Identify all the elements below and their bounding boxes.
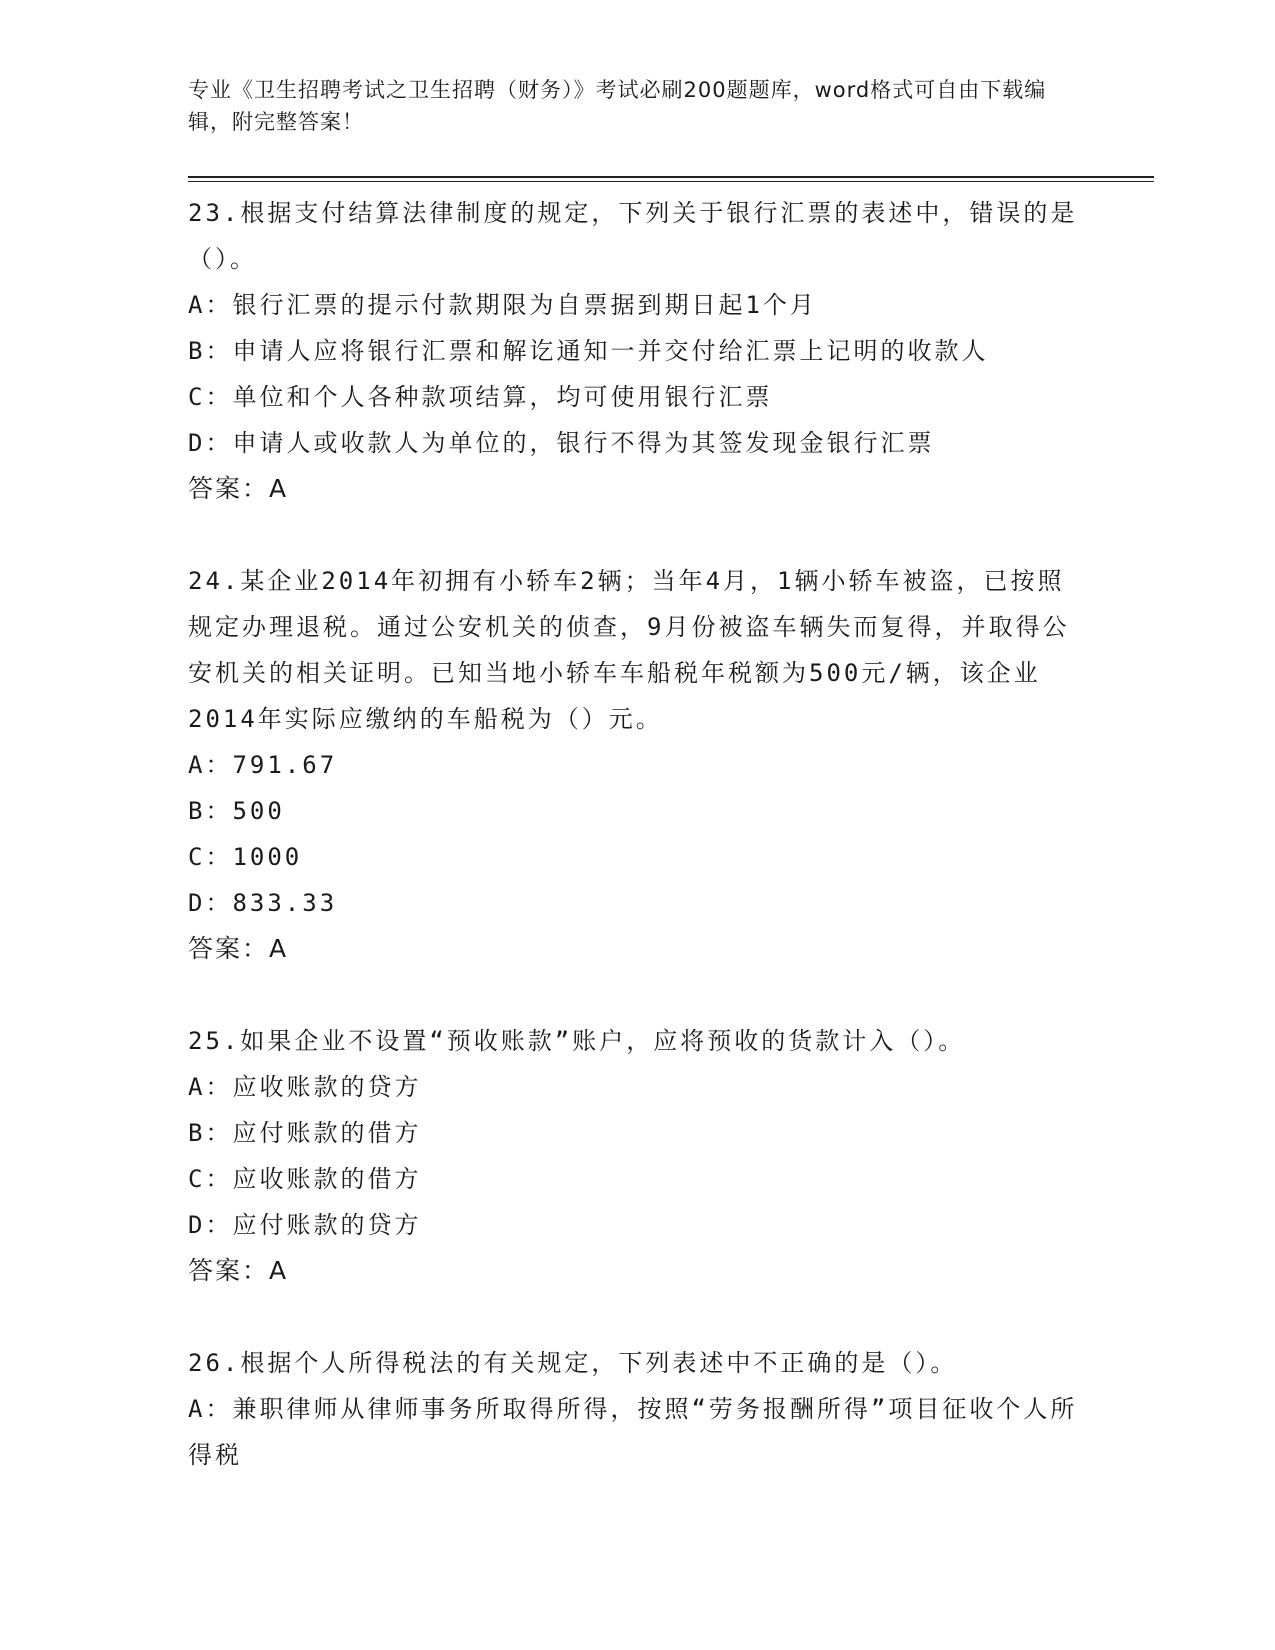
option-c: C：1000 xyxy=(188,843,303,871)
option-a: A：791.67 xyxy=(188,751,338,779)
option-a: A：兼职律师从律师事务所取得所得，按照“劳务报酬所得”项目征收个人所得税 xyxy=(188,1395,1078,1469)
question-24 xyxy=(188,558,1088,972)
header-rule-thin xyxy=(188,181,1154,182)
question-stem: 24.某企业2014年初拥有小轿车2辆；当年4月，1辆小轿车被盗，已按照规定办理退税。通过公安机关的侦查，9月份被盗车辆失而复得，并取得公安机关的相关证明。已知当地小轿车车船税年税额为500元/辆，该企业2014年实际应缴纳的车船税为（）元。 xyxy=(188,567,1070,733)
option-c: C：应收账款的借方 xyxy=(188,1165,422,1193)
question-23 xyxy=(188,190,1088,512)
option-d: D：申请人或收款人为单位的，银行不得为其签发现金银行汇票 xyxy=(188,429,935,457)
question-26 xyxy=(188,1340,1088,1478)
answer-label: 答案：A xyxy=(188,934,289,963)
question-stem: 25.如果企业不设置“预收账款”账户，应将预收的货款计入（）。 xyxy=(188,1027,966,1055)
option-b: B：应付账款的借方 xyxy=(188,1119,422,1147)
option-b: B：500 xyxy=(188,797,285,825)
option-d: D：应付账款的贷方 xyxy=(188,1211,422,1239)
option-d: D：833.33 xyxy=(188,889,338,917)
option-c: C：单位和个人各种款项结算，均可使用银行汇票 xyxy=(188,383,773,411)
header-rule-thick xyxy=(188,176,1154,178)
question-list xyxy=(188,190,1088,1524)
option-b: B：申请人应将银行汇票和解讫通知一并交付给汇票上记明的收款人 xyxy=(188,337,989,365)
document-header: 专业《卫生招聘考试之卫生招聘（财务）》考试必刷200题题库，word格式可自由下载编辑，附完整答案！ xyxy=(188,78,1047,134)
question-stem: 26.根据个人所得税法的有关规定，下列表述中不正确的是（）。 xyxy=(188,1349,958,1377)
option-a: A：银行汇票的提示付款期限为自票据到期日起1个月 xyxy=(188,291,817,319)
option-a: A：应收账款的贷方 xyxy=(188,1073,422,1101)
question-stem: 23.根据支付结算法律制度的规定，下列关于银行汇票的表述中，错误的是（）。 xyxy=(188,199,1078,273)
answer-label: 答案：A xyxy=(188,474,289,503)
answer-label: 答案：A xyxy=(188,1256,289,1285)
question-25 xyxy=(188,1018,1088,1294)
